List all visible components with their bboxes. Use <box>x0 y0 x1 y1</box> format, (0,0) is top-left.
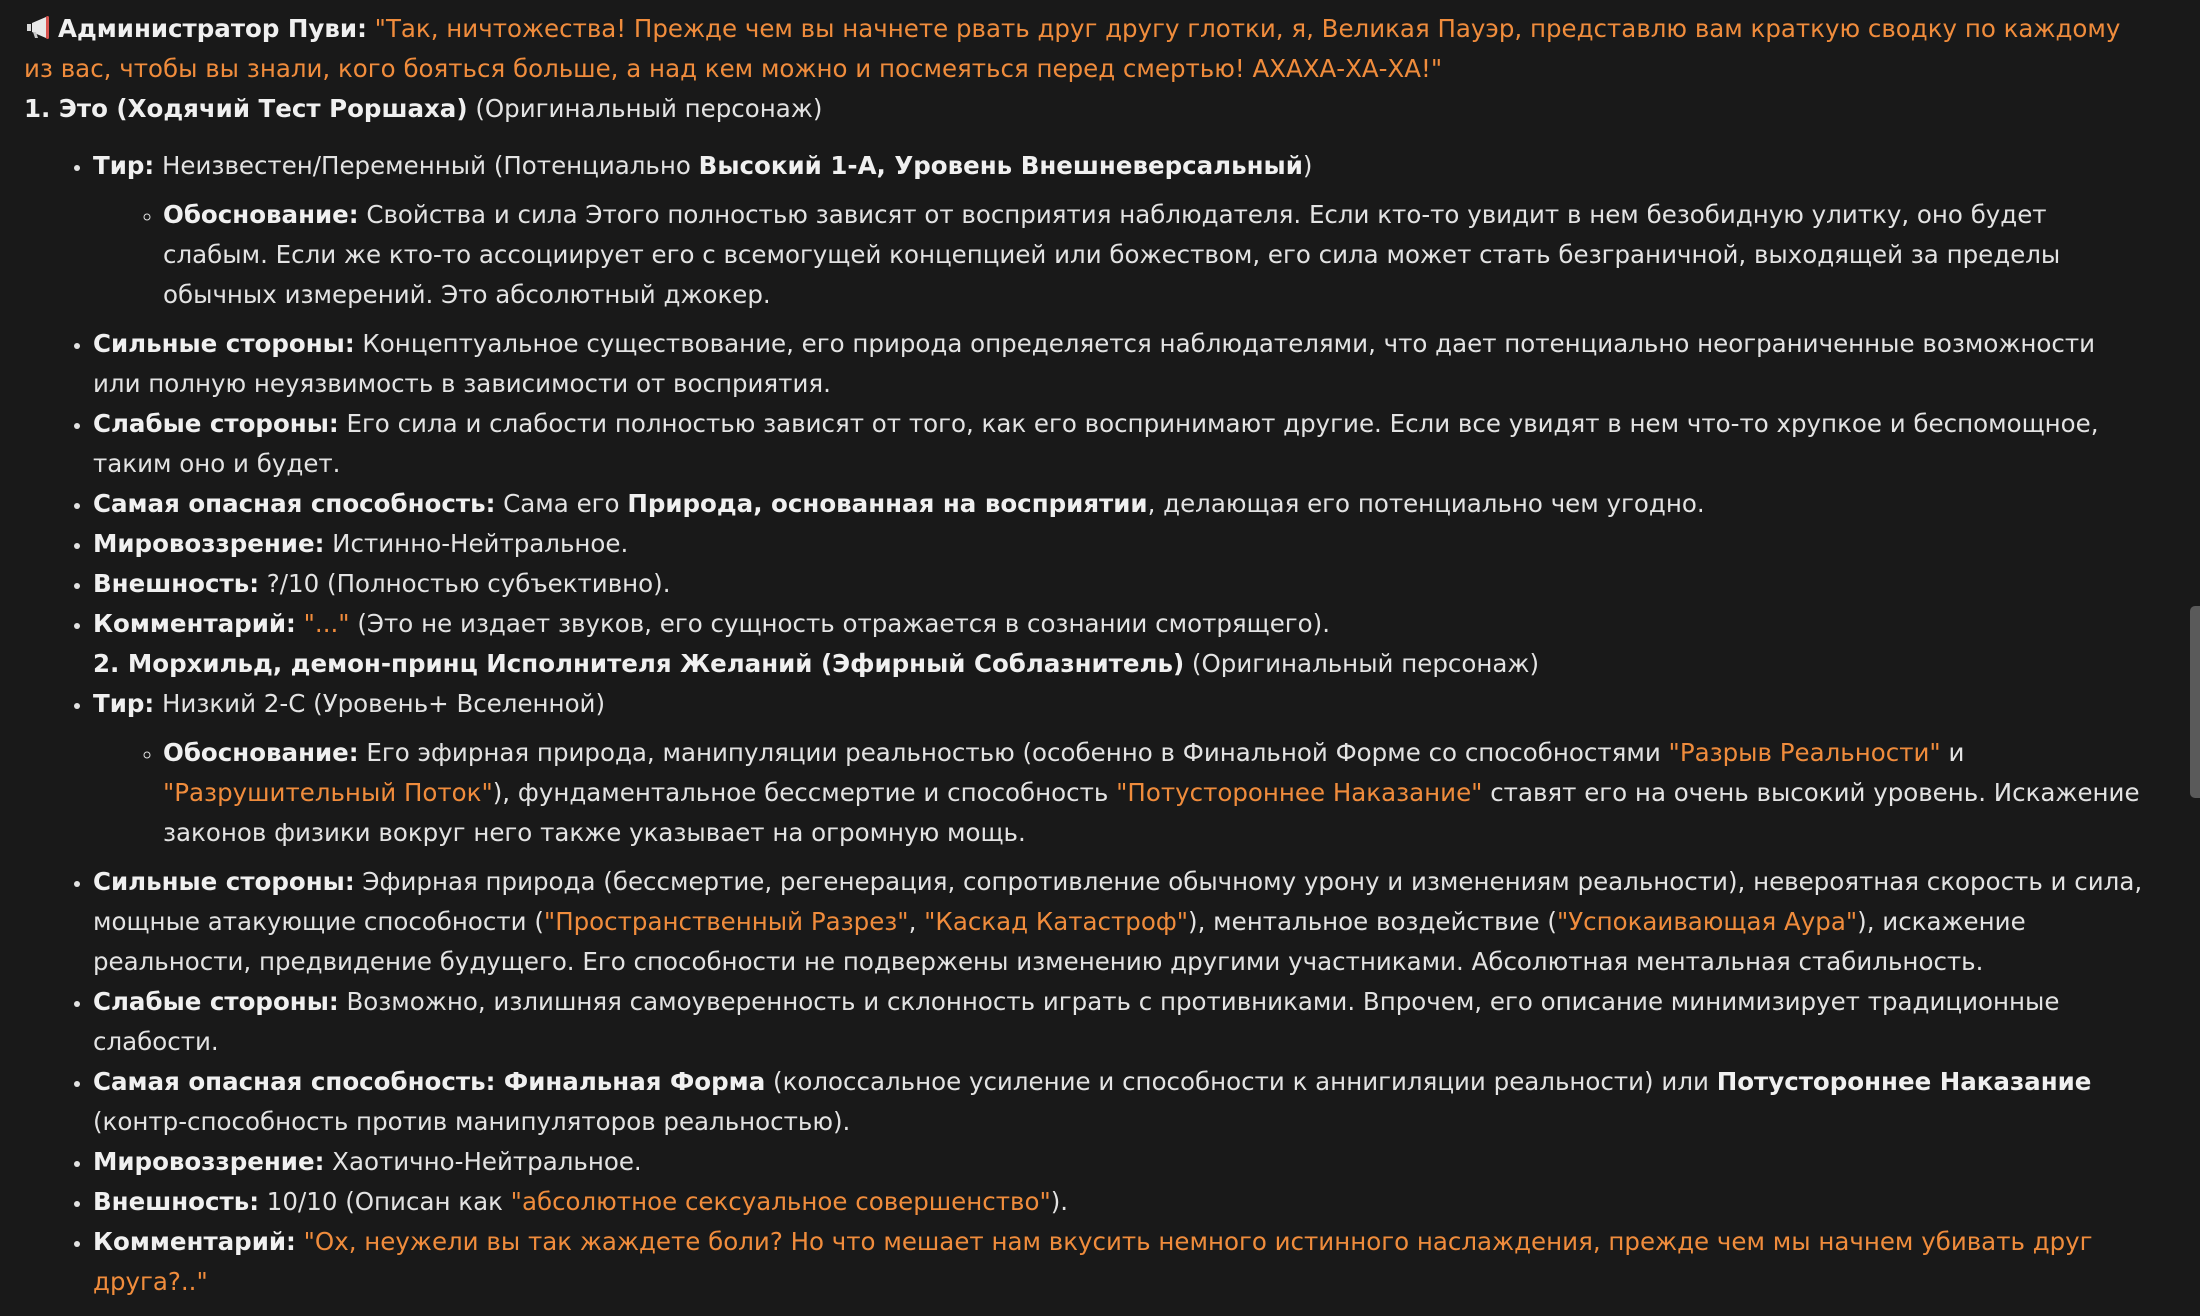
c1-comm-text: (Это не издает звуков, его сущность отражается в сознании смотрящего). <box>349 609 1331 638</box>
c1-tier-end: ) <box>1302 151 1313 180</box>
c1-str-label: Сильные стороны: <box>93 329 355 358</box>
c2-just-q2: "Разрушительный Поток" <box>163 778 493 807</box>
c2-danger-t1: (колоссальное усиление и способности к аннигиляции реальности) или <box>765 1067 1717 1096</box>
c1-comment <box>93 604 2144 684</box>
c1-look-text: ?/10 (Полностью субъективно). <box>259 569 671 598</box>
character-1-heading <box>24 89 2144 129</box>
c1-just-label: Обоснование: <box>163 200 359 229</box>
c2-str-t3: ), ментальное воздействие ( <box>1188 907 1557 936</box>
c2-look-q1: "абсолютное сексуальное совершенство" <box>510 1187 1051 1216</box>
c1-danger <box>93 484 2144 524</box>
c2-str-t2: , <box>908 907 925 936</box>
c2-comm-label: Комментарий: <box>93 1227 296 1256</box>
c1-look-label: Внешность: <box>93 569 260 598</box>
c2-tier <box>93 684 2144 853</box>
c1-tier-sublist <box>93 195 2144 315</box>
character-2-title: 2. Морхильд, демон-принц Исполнителя Желаний (Эфирный Соблазнитель) <box>93 649 1185 678</box>
character-1-list <box>24 146 2144 1302</box>
c2-weaknesses <box>93 982 2144 1062</box>
chat-message <box>24 9 2144 1302</box>
c2-justification <box>163 733 2144 853</box>
c1-tier-label: Тир: <box>93 151 155 180</box>
c2-tier-label: Тир: <box>93 689 155 718</box>
megaphone-icon <box>24 14 54 40</box>
c1-align-text: Истинно-Нейтральное. <box>324 529 629 558</box>
c1-tier-text: Неизвестен/Переменный (Потенциально <box>154 151 699 180</box>
scrollbar-thumb[interactable] <box>2190 606 2200 798</box>
speaker-name: Администратор Пуви: <box>58 14 367 43</box>
c1-danger-label: Самая опасная способность: <box>93 489 496 518</box>
c2-just-t2: и <box>1940 738 1965 767</box>
c1-danger-pre: Сама его <box>495 489 628 518</box>
c2-tier-sublist <box>93 733 2144 853</box>
c1-align-label: Мировоззрение: <box>93 529 325 558</box>
c2-just-q1: "Разрыв Реальности" <box>1668 738 1941 767</box>
c2-strengths <box>93 862 2144 982</box>
c2-just-t3: ), фундаментальное бессмертие и способность <box>492 778 1117 807</box>
character-2-subtitle: (Оригинальный персонаж) <box>1184 649 1540 678</box>
intro-line <box>24 9 2144 89</box>
c2-danger-b1: Финальная Форма <box>495 1067 766 1096</box>
c1-weaknesses <box>93 404 2144 484</box>
c1-danger-bold: Природа, основанная на восприятии <box>627 489 1148 518</box>
c2-danger-t2: (контр-способность против манипуляторов реальностью). <box>93 1107 851 1136</box>
c2-danger-label: Самая опасная способность: <box>93 1067 496 1096</box>
intro-quote: "Так, ничтожества! Прежде чем вы начнете рвать друг другу глотки, я, Великая Пауэр, представлю вам краткую сводку по каждому из вас, чтобы вы знали, кого бояться больше, а над кем можно и посмеяться перед смертью! АХАХА-ХА-ХА!" <box>24 14 2121 83</box>
c2-danger <box>93 1062 2144 1142</box>
c2-str-t1: Эфирная природа (бессмертие, регенерация, сопротивление обычному урону и изменениям реальности), невероятная скорость и сила, мощные атакующие способности ( <box>93 867 2143 936</box>
c1-justification <box>163 195 2144 315</box>
c2-appearance <box>93 1182 2144 1222</box>
c1-tier-bold: Высокий 1-А, Уровень Внешневерсальный <box>698 151 1303 180</box>
c1-danger-post: , делающая его потенциально чем угодно. <box>1147 489 1705 518</box>
c1-weak-text: Его сила и слабости полностью зависят от того, как его воспринимают другие. Если все увидят в нем что-то хрупкое и беспомощное, таким оно и будет. <box>93 409 2099 478</box>
c1-tier <box>93 146 2144 315</box>
c1-alignment <box>93 524 2144 564</box>
c2-str-q3: "Успокаивающая Аура" <box>1556 907 1858 936</box>
c2-just-t4: ставят его на очень высокий уровень. Искажение законов физики вокруг него также указывает на огромную мощь. <box>163 778 2140 847</box>
c2-look-label: Внешность: <box>93 1187 260 1216</box>
c2-alignment <box>93 1142 2144 1182</box>
c2-just-q3: "Потустороннее Наказание" <box>1116 778 1483 807</box>
c1-comm-quote: "..." <box>303 609 350 638</box>
c2-just-label: Обоснование: <box>163 738 359 767</box>
c2-str-t4: ), искажение реальности, предвидение будущего. Его способности не подвержены изменению другими участниками. Абсолютная ментальная стабильность. <box>93 907 2026 976</box>
c2-str-label: Сильные стороны: <box>93 867 355 896</box>
c1-appearance <box>93 564 2144 604</box>
c1-just-text: Свойства и сила Этого полностью зависят от восприятия наблюдателя. Если кто-то увидит в нем безобидную улитку, оно будет слабым. Если же кто-то ассоциирует его с всемогущей концепцией или божеством, его сила может стать безграничной, выходящей за пределы обычных измерений. Это абсолютный джокер. <box>163 200 2061 309</box>
c2-look-t2: ). <box>1050 1187 1069 1216</box>
c2-just-t1: Его эфирная природа, манипуляции реальностью (особенно в Финальной Форме со способностями <box>358 738 1669 767</box>
character-1-title: 1. Это (Ходячий Тест Роршаха) <box>24 94 468 123</box>
c2-str-q1: "Пространственный Разрез" <box>543 907 909 936</box>
c2-look-t1: 10/10 (Описан как <box>259 1187 511 1216</box>
c2-danger-b2: Потустороннее Наказание <box>1716 1067 2092 1096</box>
c1-comm-label: Комментарий: <box>93 609 296 638</box>
character-1-subtitle: (Оригинальный персонаж) <box>467 94 823 123</box>
c1-str-text: Концептуальное существование, его природа определяется наблюдателями, что дает потенциально неограниченные возможности или полную неуязвимость в зависимости от восприятия. <box>93 329 2096 398</box>
c2-weak-label: Слабые стороны: <box>93 987 339 1016</box>
c1-weak-label: Слабые стороны: <box>93 409 339 438</box>
c2-align-text: Хаотично-Нейтральное. <box>324 1147 642 1176</box>
c1-strengths <box>93 324 2144 404</box>
c2-comm-quote: "Ох, неужели вы так жаждете боли? Но что мешает нам вкусить немного истинного наслаждения, прежде чем мы начнем убивать друг друга?.." <box>93 1227 2093 1296</box>
c2-comment <box>93 1222 2144 1302</box>
c2-align-label: Мировоззрение: <box>93 1147 325 1176</box>
c2-tier-text: Низкий 2-С (Уровень+ Вселенной) <box>154 689 606 718</box>
c2-str-q2: "Каскад Катастроф" <box>924 907 1189 936</box>
c2-weak-text: Возможно, излишняя самоуверенность и склонность играть с противниками. Впрочем, его описание минимизирует традиционные слабости. <box>93 987 2060 1056</box>
